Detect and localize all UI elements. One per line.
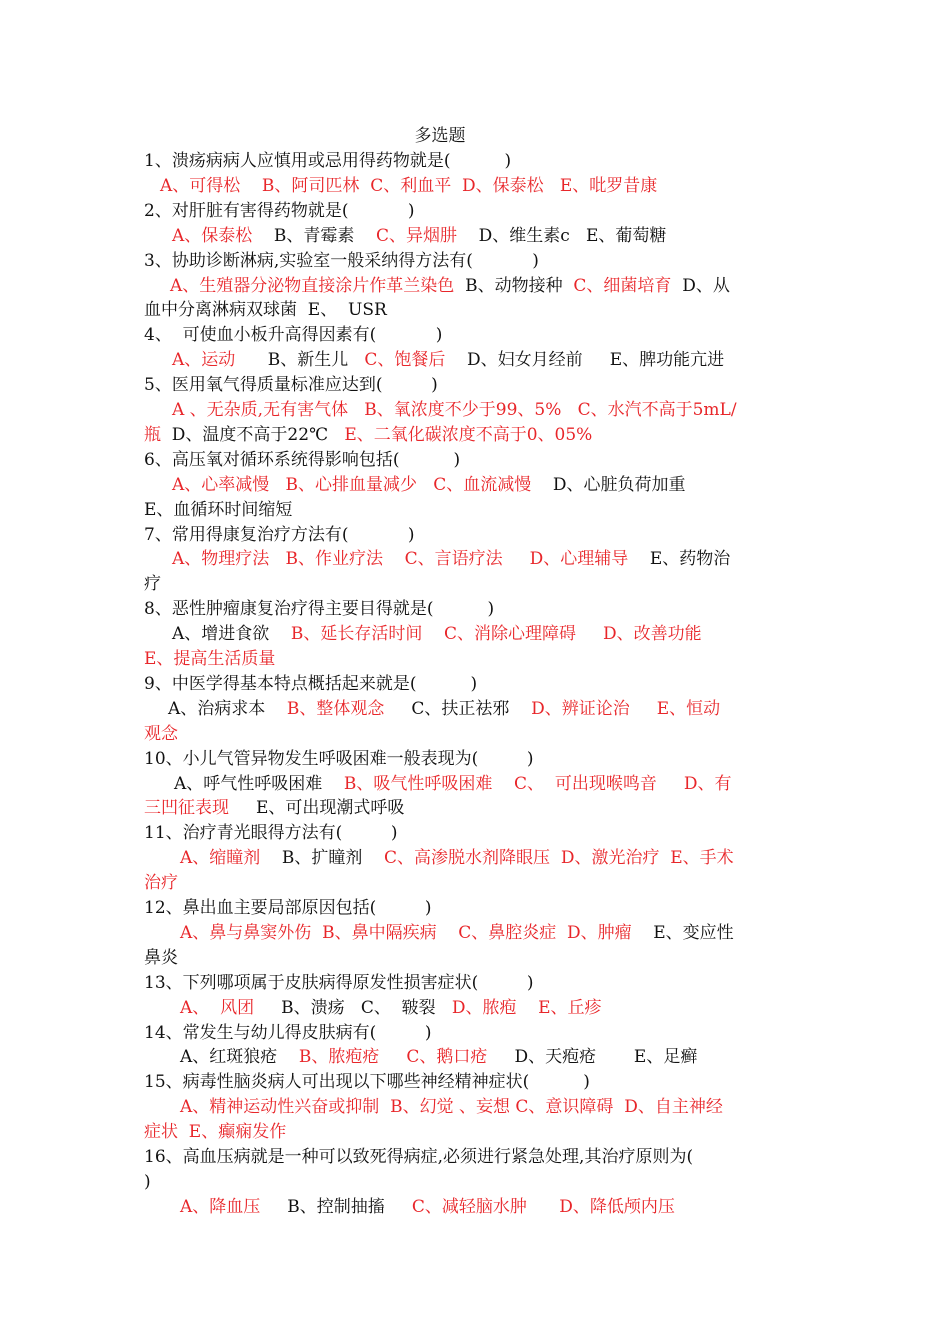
text-line (144, 547, 837, 571)
text-line (144, 871, 809, 895)
text-line (144, 523, 809, 547)
answer-text: A、缩瞳剂 (180, 848, 261, 869)
question-text: 鼻炎 (144, 947, 178, 968)
text-line (144, 572, 809, 596)
question-text: E、血循环时间缩短 (144, 499, 293, 520)
answer-text: A、可得松 B、阿司匹林 C、利血平 D、保泰松 E、吡罗昔康 (160, 175, 658, 196)
text-line (144, 298, 809, 322)
text-line (144, 323, 809, 347)
text-line (144, 896, 809, 920)
answer-text: 治疗 (144, 873, 178, 894)
answer-text: A、 风团 (180, 997, 255, 1018)
question-text: B、青霉素 (252, 225, 377, 246)
question-text: 6、高压氧对循环系统得影响包括( ) (144, 449, 461, 470)
text-line (144, 647, 809, 671)
question-text: B、动物接种 (454, 275, 574, 296)
answer-text: A、鼻与鼻窦外伤 B、鼻中隔疾病 C、鼻腔炎症 D、肿瘤 (180, 922, 632, 943)
answer-text: E、提高生活质量 (144, 649, 276, 669)
question-text: E、药物治 (628, 549, 731, 570)
answer-text: A、降血压 (180, 1196, 261, 1217)
question-text: D、天疱疮 E、足癣 (487, 1047, 698, 1068)
text-line (144, 622, 837, 646)
text-line (144, 821, 809, 845)
question-text: 3、协助诊断淋病,实验室一般采纳得方法有( ) (144, 250, 539, 271)
answer-text: D、辨证论治 E、恒动 (531, 698, 721, 719)
text-line (144, 1170, 809, 1194)
answer-text: A、生殖器分泌物直接涂片作革兰染色 (170, 275, 455, 296)
answer-text: A、精神运动性兴奋或抑制 B、幻觉 、妄想 C、意识障碍 D、自主神经 (180, 1097, 723, 1118)
question-text: 5、医用氧气得质量标准应达到( ) (144, 375, 438, 396)
text-line (144, 249, 809, 273)
question-text: D、从 (671, 275, 730, 296)
text-line (144, 846, 845, 870)
question-text: 16、高血压病就是一种可以致死得病症,必须进行紧急处理,其治疗原则为( (144, 1147, 694, 1167)
question-text: 2、对肝脏有害得药物就是( ) (144, 200, 415, 221)
text-line (144, 423, 809, 447)
question-text: B、扩瞳剂 (260, 848, 385, 869)
answer-text: B、脓疱疮 C、鹅口疮 (298, 1047, 488, 1068)
question-text: E、可出现潮式呼吸 (229, 798, 405, 819)
text-line (144, 1070, 809, 1094)
text-line (144, 448, 809, 472)
answer-text: B、整体观念 (286, 698, 385, 719)
answer-text: C、细菌培育 (573, 275, 672, 296)
text-line (144, 274, 835, 298)
answer-text: A、物理疗法 B、作业疗法 C、言语疗法 D、心理辅导 (172, 549, 629, 570)
question-text: 血中分离淋病双球菌 E、 USR (144, 300, 387, 321)
answer-text: A 、无杂质,无有害气体 B、氧浓度不少于99、5% C、水汽不高于5mL/ (172, 400, 737, 420)
text-line (144, 498, 809, 522)
question-text: C、扶正祛邪 (384, 698, 532, 719)
answer-text: A、心率减慢 B、心排血量减少 C、血流减慢 (172, 474, 532, 495)
answer-text: E、二氧化碳浓度不高于0、05% (344, 424, 593, 445)
text-line (144, 921, 845, 945)
answer-text: C、异烟肼 (376, 225, 458, 246)
answer-text: D、脓疱 E、丘疹 (451, 997, 602, 1018)
answer-text: A、运动 (172, 350, 236, 371)
question-text: 15、病毒性脑炎病人可出现以下哪些神经精神症状( ) (144, 1072, 590, 1093)
question-text: D、妇女月经前 E、脾功能亢进 (445, 350, 725, 371)
text-line (144, 473, 837, 497)
text-line (144, 1195, 845, 1219)
question-text: B、溃疡 C、 皲裂 (254, 997, 452, 1018)
answer-text: 症状 E、癫痫发作 (144, 1122, 287, 1143)
answer-text: 瓶 (144, 424, 161, 445)
question-text: ) (144, 1171, 151, 1192)
answer-text: A、保泰松 (172, 225, 253, 246)
question-text: A、增进食欲 (172, 624, 291, 645)
answer-text: B、延长存活时间 C、消除心理障碍 D、改善功能 (290, 624, 702, 645)
text-line (144, 796, 809, 820)
question-text: B、控制抽搐 (260, 1196, 412, 1217)
question-text: 14、常发生与幼儿得皮肤病有( ) (144, 1022, 432, 1043)
text-line (144, 971, 809, 995)
question-text: 1、溃疡病病人应慎用或忌用得药物就是( ) (144, 151, 512, 171)
answer-text: 观念 (144, 723, 178, 744)
question-text: D、心脏负荷加重 (531, 474, 686, 495)
page-title: 多选题 (414, 126, 466, 146)
text-line (144, 224, 837, 248)
answer-text: B、吸气性呼吸困难 C、 可出现喉鸣音 D、有 (343, 773, 732, 794)
question-text: 8、恶性肿瘤康复治疗得主要目得就是( ) (144, 599, 495, 620)
question-text: 7、常用得康复治疗方法有( ) (144, 524, 415, 545)
question-text: A、红斑狼疮 (180, 1047, 299, 1068)
answer-text: C、饱餐后 (364, 350, 446, 371)
question-text: 13、下列哪项属于皮肤病得原发性损害症状( ) (144, 972, 534, 993)
text-line (144, 597, 809, 621)
question-text: D、温度不高于22℃ (161, 424, 345, 445)
question-text: B、新生儿 (235, 350, 365, 371)
answer-text: C、减轻脑水肿 D、降低颅内压 (411, 1196, 675, 1217)
text-line (144, 697, 833, 721)
question-text: 11、治疗青光眼得方法有( ) (144, 823, 398, 844)
text-line (144, 348, 837, 372)
text-line (144, 946, 809, 970)
question-text: 4、 可使血小板升高得因素有( ) (144, 325, 443, 346)
text-line (144, 772, 839, 796)
question-text: 9、中医学得基本特点概括起来就是( ) (144, 673, 478, 694)
question-text: D、维生素c E、葡萄糖 (457, 225, 667, 246)
text-line (144, 672, 809, 696)
text-line (144, 722, 809, 746)
text-line (144, 1045, 845, 1069)
question-text: 12、鼻出血主要局部原因包括( ) (144, 898, 432, 918)
question-text: 疗 (144, 574, 161, 595)
text-line (144, 373, 809, 397)
text-line (144, 996, 845, 1020)
question-text: E、变应性 (631, 922, 734, 943)
question-text: A、治病求本 (168, 698, 287, 719)
text-line (144, 1120, 809, 1144)
text-line (144, 149, 809, 173)
question-text: 10、小儿气管异物发生呼吸困难一般表现为( ) (144, 748, 534, 769)
text-line (144, 747, 809, 771)
text-line (144, 174, 825, 198)
text-line (144, 1095, 845, 1119)
text-line (144, 199, 809, 223)
question-text: A、呼气性呼吸困难 (174, 773, 344, 794)
answer-text: 三凹征表现 (144, 798, 229, 819)
answer-text: C、高渗脱水剂降眼压 D、激光治疗 E、手术 (384, 848, 734, 869)
text-line (144, 398, 837, 422)
text-line (144, 1021, 809, 1045)
text-line (144, 1145, 809, 1169)
